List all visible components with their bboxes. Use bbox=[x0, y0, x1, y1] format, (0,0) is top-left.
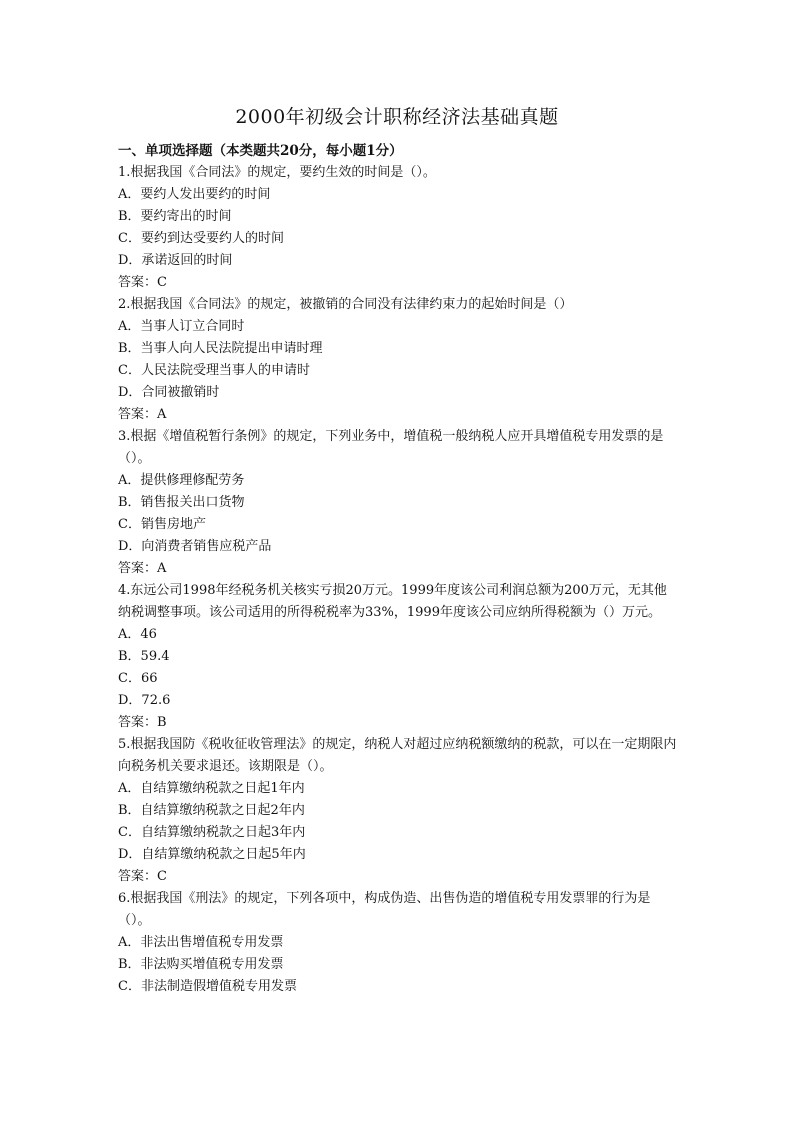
question-3-answer: 答案：A bbox=[118, 561, 167, 576]
question-5-option-b: B．自结算缴纳税款之日起2年内 bbox=[118, 803, 305, 818]
question-stem-4: 4.东远公司1998年经税务机关核实亏损20万元。1999年度该公司利润总额为200万元，无其他纳税调整事项。该公司适用的所得税税率为33%，1999年度该公司应纳所得税额为（）万元。 bbox=[118, 583, 667, 620]
section-heading: 一、单项选择题（本类题共20分，每小题1分） bbox=[118, 143, 403, 159]
question-4-option-a: A．46 bbox=[118, 627, 157, 642]
question-3-option-c: C．销售房地产 bbox=[118, 517, 206, 532]
question-1-option-c: C．要约到达受要约人的时间 bbox=[118, 231, 284, 246]
question-4-option-d: D．72.6 bbox=[118, 693, 171, 708]
question-4-answer: 答案：B bbox=[118, 715, 167, 730]
question-4-option-c: C．66 bbox=[118, 671, 158, 686]
question-stem-3: 3.根据《增值税暂行条例》的规定，下列业务中，增值税一般纳税人应开具增值税专用发票的是（）。 bbox=[118, 429, 664, 466]
question-1-option-a: A．要约人发出要约的时间 bbox=[118, 187, 271, 202]
document-body bbox=[118, 140, 678, 998]
question-1-answer: 答案：C bbox=[118, 275, 167, 290]
question-4-option-b: B．59.4 bbox=[118, 649, 170, 664]
question-1-option-d: D．承诺返回的时间 bbox=[118, 253, 233, 268]
question-stem-6: 6.根据我国《刑法》的规定，下列各项中，构成伪造、出售伪造的增值税专用发票罪的行为是（）。 bbox=[118, 891, 651, 928]
question-2-option-c: C．人民法院受理当事人的申请时 bbox=[118, 363, 310, 378]
question-6-option-a: A．非法出售增值税专用发票 bbox=[118, 935, 284, 950]
page-title: 2000年初级会计职称经济法基础真题 bbox=[235, 106, 559, 128]
question-2-option-b: B．当事人向人民法院提出申请时理 bbox=[118, 341, 323, 356]
question-2-option-a: A．当事人订立合同时 bbox=[118, 319, 245, 334]
question-5-answer: 答案：C bbox=[118, 869, 167, 884]
question-3-option-d: D．向消费者销售应税产品 bbox=[118, 539, 272, 554]
question-stem-1: 1.根据我国《合同法》的规定，要约生效的时间是（）。 bbox=[118, 165, 436, 180]
question-stem-2: 2.根据我国《合同法》的规定，被撤销的合同没有法律约束力的起始时间是（） bbox=[118, 297, 573, 312]
question-stem-5: 5.根据我国防《税收征收管理法》的规定，纳税人对超过应纳税额缴纳的税款，可以在一定期限内向税务机关要求退还。该期限是（）。 bbox=[118, 737, 677, 774]
question-6-option-c: C．非法制造假增值税专用发票 bbox=[118, 979, 297, 994]
question-5-option-a: A．自结算缴纳税款之日起1年内 bbox=[118, 781, 305, 796]
question-3-option-b: B．销售报关出口货物 bbox=[118, 495, 245, 510]
question-1-option-b: B．要约寄出的时间 bbox=[118, 209, 232, 224]
question-2-option-d: D．合同被撤销时 bbox=[118, 385, 220, 400]
question-6-option-b: B．非法购买增值税专用发票 bbox=[118, 957, 284, 972]
question-2-answer: 答案：A bbox=[118, 407, 167, 422]
question-5-option-d: D．自结算缴纳税款之日起5年内 bbox=[118, 847, 306, 862]
question-5-option-c: C．自结算缴纳税款之日起3年内 bbox=[118, 825, 306, 840]
question-3-option-a: A．提供修理修配劳务 bbox=[118, 473, 245, 488]
